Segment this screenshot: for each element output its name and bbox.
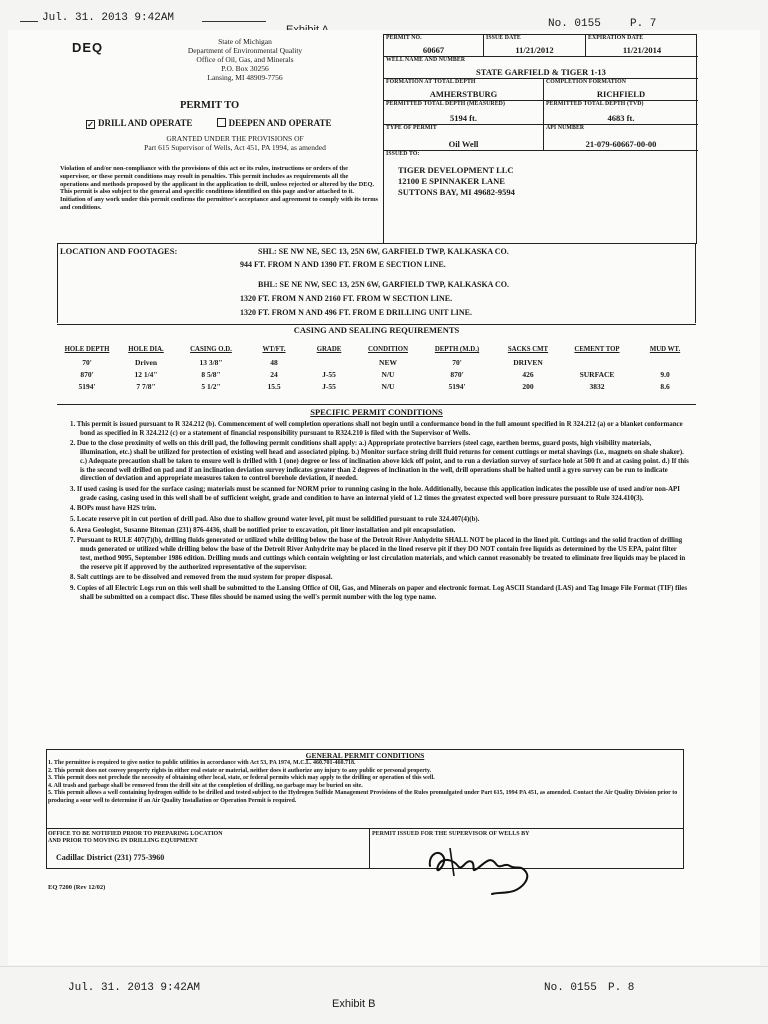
specific-conditions-title: SPECIFIC PERMIT CONDITIONS (310, 407, 443, 417)
completion-formation-label: COMPLETION FORMATION (546, 79, 626, 85)
fax-footer-page: P. 8 (608, 982, 635, 994)
casing-cell: 8 5/8" (201, 370, 221, 379)
formation-td-cell (384, 79, 544, 101)
issued-to-city: SUTTONS BAY, MI 49682-9594 (398, 187, 515, 197)
issued-to-cell (384, 151, 698, 244)
permit-type-label: TYPE OF PERMIT (386, 125, 437, 131)
district-office: Cadillac District (231) 775-3960 (56, 853, 165, 862)
casing-cell: 7 7/8" (136, 382, 156, 391)
fax-footer-number: No. 0155 (544, 982, 597, 994)
general-conditions-title: GENERAL PERMIT CONDITIONS (305, 751, 425, 760)
casing-header-cell: CASING O.D. (190, 346, 232, 353)
bhl-line-3: 1320 FT. FROM N AND 496 FT. FROM E DRILLING UNIT LINE. (240, 308, 473, 317)
issue-date-label: ISSUE DATE (486, 35, 521, 41)
agency-address (150, 37, 340, 82)
office-notice-line-1: OFFICE TO BE NOTIFIED PRIOR TO PREPARING LOCATION (48, 831, 223, 837)
fax-header (40, 12, 690, 32)
depth-tvd-cell (544, 101, 698, 125)
agency-state: State of Michigan (218, 37, 272, 46)
deq-logo: DEQ (72, 40, 104, 55)
permit-type: Oil Well (448, 139, 479, 149)
agency-po-box: P.O. Box 30256 (221, 64, 269, 73)
deepen-option (217, 118, 332, 128)
violation-notice: Violation of and/or non-compliance with the provisions of this act or its rules, instructions or orders of the supervisor, or these permit conditions may result in penalties. This permit includes as requirements all the operations and methods proposed by the applicant in the application to drill, unless rejected or altered by the DEQ. This permit is also subject to the general and specific conditions identified on this page and/or attached to it. Initiation of any work under this permit confirms the permittee's acceptance and agreement to comply with its terms and conditions. (60, 165, 379, 211)
api-number-label: API NUMBER (546, 125, 585, 131)
formation-td-label: FORMATION AT TOTAL DEPTH (386, 79, 476, 85)
casing-row (57, 382, 696, 394)
form-number: EQ 7200 (Rev 12/02) (48, 884, 106, 891)
permit-number: 60667 (422, 45, 445, 55)
issue-date: 11/21/2012 (515, 45, 554, 55)
condition-item: 8. Salt cuttings are to be dissolved and removed from the mud system for proper disposal. (70, 574, 333, 582)
condition-item: 9. Copies of all Electric Logs run on this well shall be submitted to the Lansing Office of Oil, Gas, and Minerals on paper and electronic format. Log ASCII Standard (LAS) and Tag Image File Format (TIF) files shall be submitted on a compact disc. These files should be named using the well's permit number with the log type name. (70, 584, 688, 601)
completion-formation-cell (544, 79, 698, 101)
fax-page: P. 7 (630, 18, 657, 30)
drill-option (86, 118, 192, 129)
depth-tvd: 4683 ft. (607, 113, 635, 123)
drill-checkbox: ✓ (87, 120, 94, 129)
location-label: LOCATION AND FOOTAGES: (60, 246, 178, 256)
expiration-date: 11/21/2014 (622, 45, 662, 55)
agency-department: Department of Environmental Quality (187, 46, 303, 55)
general-item: 1. The permittee is required to give notice to public utilities in accordance with Act 53, PA 1974, M.C.L. 460.701-460.718. (48, 760, 356, 766)
depth-tvd-label: PERMITTED TOTAL DEPTH (TVD) (546, 101, 644, 107)
deepen-checkbox (217, 118, 226, 127)
casing-cell: DRIVEN (513, 358, 543, 367)
issued-to-label: ISSUED TO: (386, 151, 420, 157)
casing-cell: J-55 (322, 382, 336, 391)
casing-cell: 15.5 (267, 382, 281, 391)
casing-cell: J-55 (322, 370, 336, 379)
casing-header-cell: WT/FT. (262, 346, 286, 353)
depth-md-label: PERMITTED TOTAL DEPTH (MEASURED) (386, 101, 505, 107)
casing-cell: 5 1/2" (201, 382, 221, 391)
casing-cell: 200 (522, 382, 534, 391)
casing-cell: N/U (381, 382, 395, 391)
permit-type-options (86, 118, 353, 129)
casing-cell: 5194' (78, 382, 96, 391)
office-notice-line-2: AND PRIOR TO MOVING IN DRILLING EQUIPMENT (48, 838, 198, 844)
casing-header-cell: SACKS CMT (507, 346, 549, 353)
issued-to-address (398, 165, 515, 198)
granted-line-1: GRANTED UNDER THE PROVISIONS OF (166, 134, 304, 143)
condition-item: 4. BOPs must have H2S trim. (70, 505, 157, 513)
shl-line-2: 944 FT. FROM N AND 1390 FT. FROM E SECTION LINE. (240, 260, 446, 269)
page-break (0, 966, 768, 967)
granted-provision (140, 134, 330, 152)
general-item: 5. This permit allows a well containing hydrogen sulfide to be drilled and tested subject to the Hydrogen Sulfide Management Provisions of the Rules promulgated under Part 615, 1994 PA 451, as amended. Contact the Air Quality Division prior to producing a sour well to determine if an Air Quality Installation or Operation Permit is required. (48, 790, 678, 804)
bhl-line-1: BHL: SE NE NW, SEC 13, 25N 6W, GARFIELD TWP, KALKASKA CO. (258, 280, 510, 289)
casing-cell: 426 (522, 370, 534, 379)
condition-item: 5. Locate reserve pit in cut portion of drill pad. Also due to shallow ground water level, pit must be solidified pursuant to rule 324.407(4)(b). (70, 516, 480, 524)
general-item: 2. This permit does not convey property rights in either real estate or material, neither does it authorize any injury to any public or personal property. (48, 767, 432, 774)
casing-header-cell: GRADE (316, 346, 342, 353)
casing-cell: NEW (379, 358, 397, 367)
permit-number-cell (384, 35, 484, 57)
general-item: 3. This permit does not preclude the necessity of obtaining other local, state, or federal permits which may apply to the drilling or operation of this well. (48, 775, 435, 782)
general-item: 4. All trash and garbage shall be removed from the drill site at the completion of drilling, no garbage may be buried on site. (48, 782, 363, 789)
issue-date-cell (484, 35, 586, 57)
casing-cell: 5194' (448, 382, 466, 391)
casing-cell: 13 3/8" (199, 358, 223, 367)
fax-footer-datetime: Jul. 31. 2013 9:42AM (68, 982, 201, 994)
casing-header-cell: HOLE DEPTH (64, 346, 110, 353)
issued-to-company: TIGER DEVELOPMENT LLC (398, 165, 514, 175)
granted-line-2: Part 615 Supervisor of Wells, Act 451, PA 1994, as amended (144, 143, 326, 152)
condition-item: 6. Area Geologist, Susanne Biteman (231) 876-4436, shall be notified prior to excavation, pit liner installation and pit encapsulation. (70, 526, 456, 534)
office-notice (48, 831, 368, 845)
drill-option-label: DRILL AND OPERATE (98, 118, 193, 128)
casing-header-cell: MUD WT. (649, 346, 681, 353)
agency-city: Lansing, MI 48909-7756 (207, 73, 283, 82)
deepen-option-label: DEEPEN AND OPERATE (228, 118, 332, 128)
condition-item: 1. This permit is issued pursuant to R 324.212 (b). Commencement of well completion operations shall not begin until a conformance bond in the full amount specified in R 324.212 (a) or a blanket conformance bond as specified in R 324.212 (c) or a statement of financial responsibility pursuant to R324.210 is filed with the Supervisor of Wells. (70, 421, 683, 437)
condition-item: 7. Pursuant to RULE 407(7)(b), drilling fluids generated or utilized while drilling below the base of the Detroit River Anhydrite SHALL NOT be placed in the lined pit. Cuttings and the solid fraction of drilling muds generated or utilized while drilling below the base of the Detroit River Anhydrite may be placed in the lined reserve pit if they DO NOT contain free liquids as determined by the US EPA, paint filter test, method 9095, September 1986 edition. Drilling muds and cuttings which contain weighting or lost circulation materials, and which cannot reasonably be treated to eliminate free liquids may be placed in the reserve pit if approved by the authorized representative of the supervisor. (70, 537, 686, 571)
casing-cell: 24 (270, 370, 278, 379)
casing-cell: N/U (381, 370, 395, 379)
bhl-line-2: 1320 FT. FROM N AND 2160 FT. FROM W SECTION LINE. (240, 294, 453, 303)
casing-cell: 870' (80, 370, 94, 379)
signature-label: PERMIT ISSUED FOR THE SUPERVISOR OF WELLS BY (372, 831, 530, 837)
casing-cell: Driven (134, 358, 158, 367)
casing-header-cell: CEMENT TOP (574, 346, 620, 353)
casing-row (57, 358, 696, 370)
condition-item: 2. Due to the close proximity of wells on this drill pad, the following permit conditions shall apply: a.) Appropriate protective barriers (steel cage, earthen berms, guard posts, high visibility materials, illumination, etc.) shall be utilized for protection of existing well head and associated piping. b.) Monitor surface string drill fluid returns for cement cuttings or metal shavings (i.e., magnets on shale shaker). c.) Adequate precaution shall be taken to ensure well is drilled with 1 (one) degree or less of inclination above kick off point, and to run a deviation survey of surface hole at 500 ft and at casing point. d.) If this is the second well drilled on pad and if an inclination deviation survey indicates greater than 2 degrees of inclination in the well, drill operations shall be halted until a gyro survey can be run to indicate direction of deviation and appropriate measures taken to control borehole deviation, if needed. (70, 440, 689, 483)
permit-header-grid (383, 34, 697, 244)
supervisor-signature (420, 836, 540, 896)
casing-row (57, 370, 696, 382)
fax-number: No. 0155 (548, 18, 601, 30)
depth-md-cell (384, 101, 544, 125)
casing-header-row (57, 346, 696, 358)
expiration-date-label: EXPIRATION DATE (588, 35, 644, 41)
well-name: STATE GARFIELD & TIGER 1-13 (476, 67, 606, 77)
issued-to-street: 12100 E SPINNAKER LANE (398, 176, 505, 186)
exhibit-b-label: Exhibit B (332, 998, 376, 1010)
permit-type-cell (384, 125, 544, 151)
casing-cell: 3832 (589, 382, 605, 391)
casing-header-cell: HOLE DIA. (128, 346, 164, 353)
shl-line-1: SHL: SE NW NE, SEC 13, 25N 6W, GARFIELD TWP, KALKASKA CO. (258, 247, 509, 256)
completion-formation: RICHFIELD (596, 89, 646, 99)
api-number-cell (544, 125, 698, 151)
casing-cell: 12 1/4" (134, 370, 158, 379)
fax-datetime: Jul. 31. 2013 9:42AM (42, 12, 175, 24)
permit-to-heading: PERMIT TO (180, 100, 240, 111)
formation-td: AMHERSTBURG (429, 89, 498, 99)
casing-cell: 70' (452, 358, 462, 367)
permit-number-label: PERMIT NO. (386, 35, 422, 41)
well-name-cell (384, 57, 698, 79)
depth-md: 5194 ft. (450, 113, 477, 123)
casing-cell: 870' (450, 370, 464, 379)
casing-cell: 8.6 (660, 382, 670, 391)
casing-header-cell: DEPTH (M.D.) (434, 346, 480, 353)
casing-cell: SURFACE (579, 370, 615, 379)
condition-item: 3. If used casing is used for the surface casing; materials must be scanned for NORM prior to running casing in the hole. Additionally, because this application indicates the possible use of used and/or non-API grade casing, casing used in this well shall be of sufficient weight, grade and condition to have an internal yield of 1.2 times the greatest expected well bore pressure pursuant to Rule 324.410(3). (70, 485, 680, 502)
casing-header-cell: CONDITION (367, 346, 409, 353)
casing-title: CASING AND SEALING REQUIREMENTS (57, 324, 696, 335)
general-conditions-list (48, 760, 682, 806)
casing-cell: 48 (270, 358, 278, 367)
casing-cell: 9.0 (660, 370, 670, 379)
agency-office: Office of Oil, Gas, and Minerals (196, 55, 294, 64)
casing-cell: 70' (82, 358, 92, 367)
expiration-date-cell (586, 35, 698, 57)
casing-table (57, 346, 696, 394)
specific-conditions-list (70, 421, 690, 604)
well-name-label: WELL NAME AND NUMBER (386, 57, 466, 63)
api-number: 21-079-60667-00-00 (585, 139, 657, 149)
